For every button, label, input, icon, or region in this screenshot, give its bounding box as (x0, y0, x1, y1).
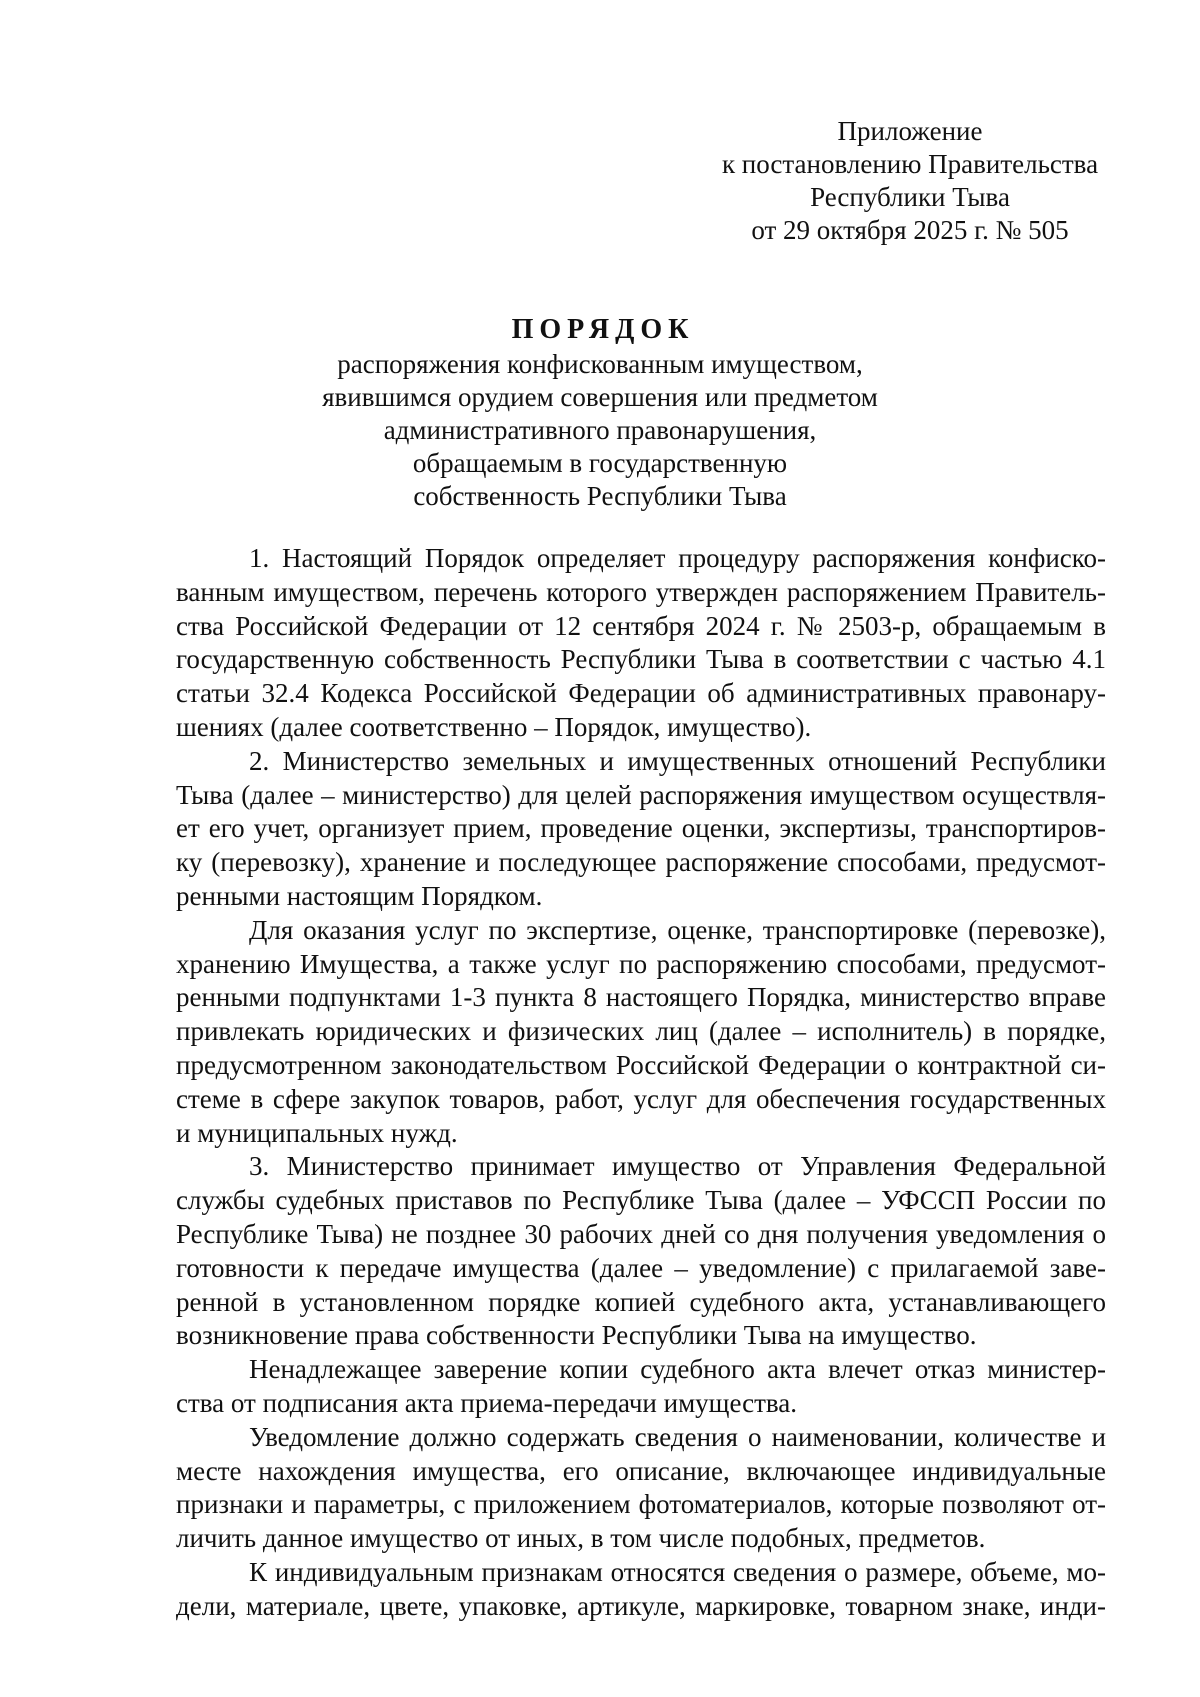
paragraph-line: Республике Тыва) не позднее 30 рабочих дней со дня получения уведомления о (176, 1218, 1106, 1249)
paragraph (176, 914, 1106, 1151)
paragraph-line: ванным имуществом, перечень которого утвержден распоряжением Правитель- (176, 576, 1106, 607)
paragraph-line: статьи 32.4 Кодекса Российской Федерации об административных правонару- (176, 678, 1106, 709)
paragraph (176, 745, 1106, 914)
paragraph-line: К индивидуальным признакам относятся сведения о размере, объеме, мо- (249, 1556, 1106, 1587)
paragraph-line: ренными настоящим Порядком. (176, 880, 543, 911)
paragraph-line: ренными подпунктами 1-3 пункта 8 настоящего Порядка, министерство вправе (176, 982, 1106, 1013)
heading-subtitle-line: распоряжения конфискованным имуществом, (337, 349, 863, 379)
paragraph (176, 1150, 1106, 1353)
paragraph-line: Уведомление должно содержать сведения о наименовании, количестве и (249, 1421, 1106, 1452)
heading-subtitle-line: обращаемым в государственную (412, 448, 788, 478)
heading-subtitle-line: собственность Республики Тыва (413, 481, 787, 511)
appendix-header (700, 115, 1120, 247)
document-heading (300, 312, 900, 513)
paragraph-line: ства Российской Федерации от 12 сентября 2024 г. № 2503-р, обращаемым в (176, 610, 1106, 641)
paragraph-line: 2. Министерство земельных и имущественных отношений Республики (249, 745, 1106, 776)
document-title: ПОРЯДОК (511, 314, 695, 345)
paragraph-line: шениях (далее соответственно – Порядок, имущество). (176, 711, 812, 742)
paragraph-line: хранению Имущества, а также услуг по распоряжению способами, предусмот- (176, 948, 1106, 979)
paragraph-line: 3. Министерство принимает имущество от Управления Федеральной (249, 1151, 1106, 1182)
paragraph-line: Ненадлежащее заверение копии судебного акта влечет отказ министер- (249, 1354, 1106, 1385)
heading-subtitle-line: административного правонарушения, (383, 415, 817, 445)
paragraph-line: признаки и параметры, с приложением фотоматериалов, которые позволяют от- (176, 1489, 1106, 1520)
paragraph-line: ет его учет, организует прием, проведение оценки, экспертизы, транспортиров- (176, 813, 1106, 844)
paragraph (176, 1556, 1106, 1624)
paragraph (176, 1421, 1106, 1556)
paragraph-line: 1. Настоящий Порядок определяет процедуру распоряжения конфиско- (249, 543, 1106, 573)
paragraph (176, 542, 1106, 745)
paragraph-line: службы судебных приставов по Республике Тыва (далее – УФССП России по (176, 1185, 1106, 1216)
paragraph-line: стеме в сфере закупок товаров, работ, услуг для обеспечения государственных (176, 1083, 1106, 1114)
paragraph-line: ку (перевозку), хранение и последующее распоряжение способами, предусмот- (176, 847, 1106, 878)
heading-subtitle-line: явившимся орудием совершения или предметом (322, 382, 878, 412)
document-body (176, 542, 1106, 1624)
paragraph-line: привлекать юридических и физических лиц (далее – исполнитель) в порядке, (176, 1016, 1106, 1047)
paragraph-line: личить данное имущество от иных, в том числе подобных, предметов. (176, 1523, 986, 1554)
paragraph (176, 1353, 1106, 1421)
paragraph-line: дели, материале, цвете, упаковке, артикуле, маркировке, товарном знаке, инди- (176, 1590, 1106, 1621)
paragraph-line: Тыва (далее – министерство) для целей распоряжения имуществом осуществля- (176, 779, 1106, 810)
appendix-line: от 29 октября 2025 г. № 505 (751, 215, 1069, 245)
paragraph-line: Для оказания услуг по экспертизе, оценке, транспортировке (перевозке), (249, 914, 1106, 945)
paragraph-line: ства от подписания акта приема-передачи имущества. (176, 1387, 798, 1418)
paragraph-line: месте нахождения имущества, его описание, включающее индивидуальные (176, 1455, 1106, 1486)
paragraph-line: ренной в установленном порядке копией судебного акта, устанавливающего (176, 1286, 1106, 1317)
paragraph-line: предусмотренном законодательством Российской Федерации о контрактной си- (176, 1049, 1106, 1080)
paragraph-line: и муниципальных нужд. (176, 1117, 458, 1148)
paragraph-line: государственную собственность Республики Тыва в соответствии с частью 4.1 (176, 644, 1106, 675)
paragraph-line: возникновение права собственности Республики Тыва на имущество. (176, 1320, 977, 1351)
appendix-line: Республики Тыва (810, 182, 1010, 212)
appendix-line: к постановлению Правительства (721, 149, 1099, 179)
appendix-line: Приложение (837, 116, 983, 146)
paragraph-line: готовности к передаче имущества (далее – уведомление) с прилагаемой заве- (176, 1252, 1106, 1283)
